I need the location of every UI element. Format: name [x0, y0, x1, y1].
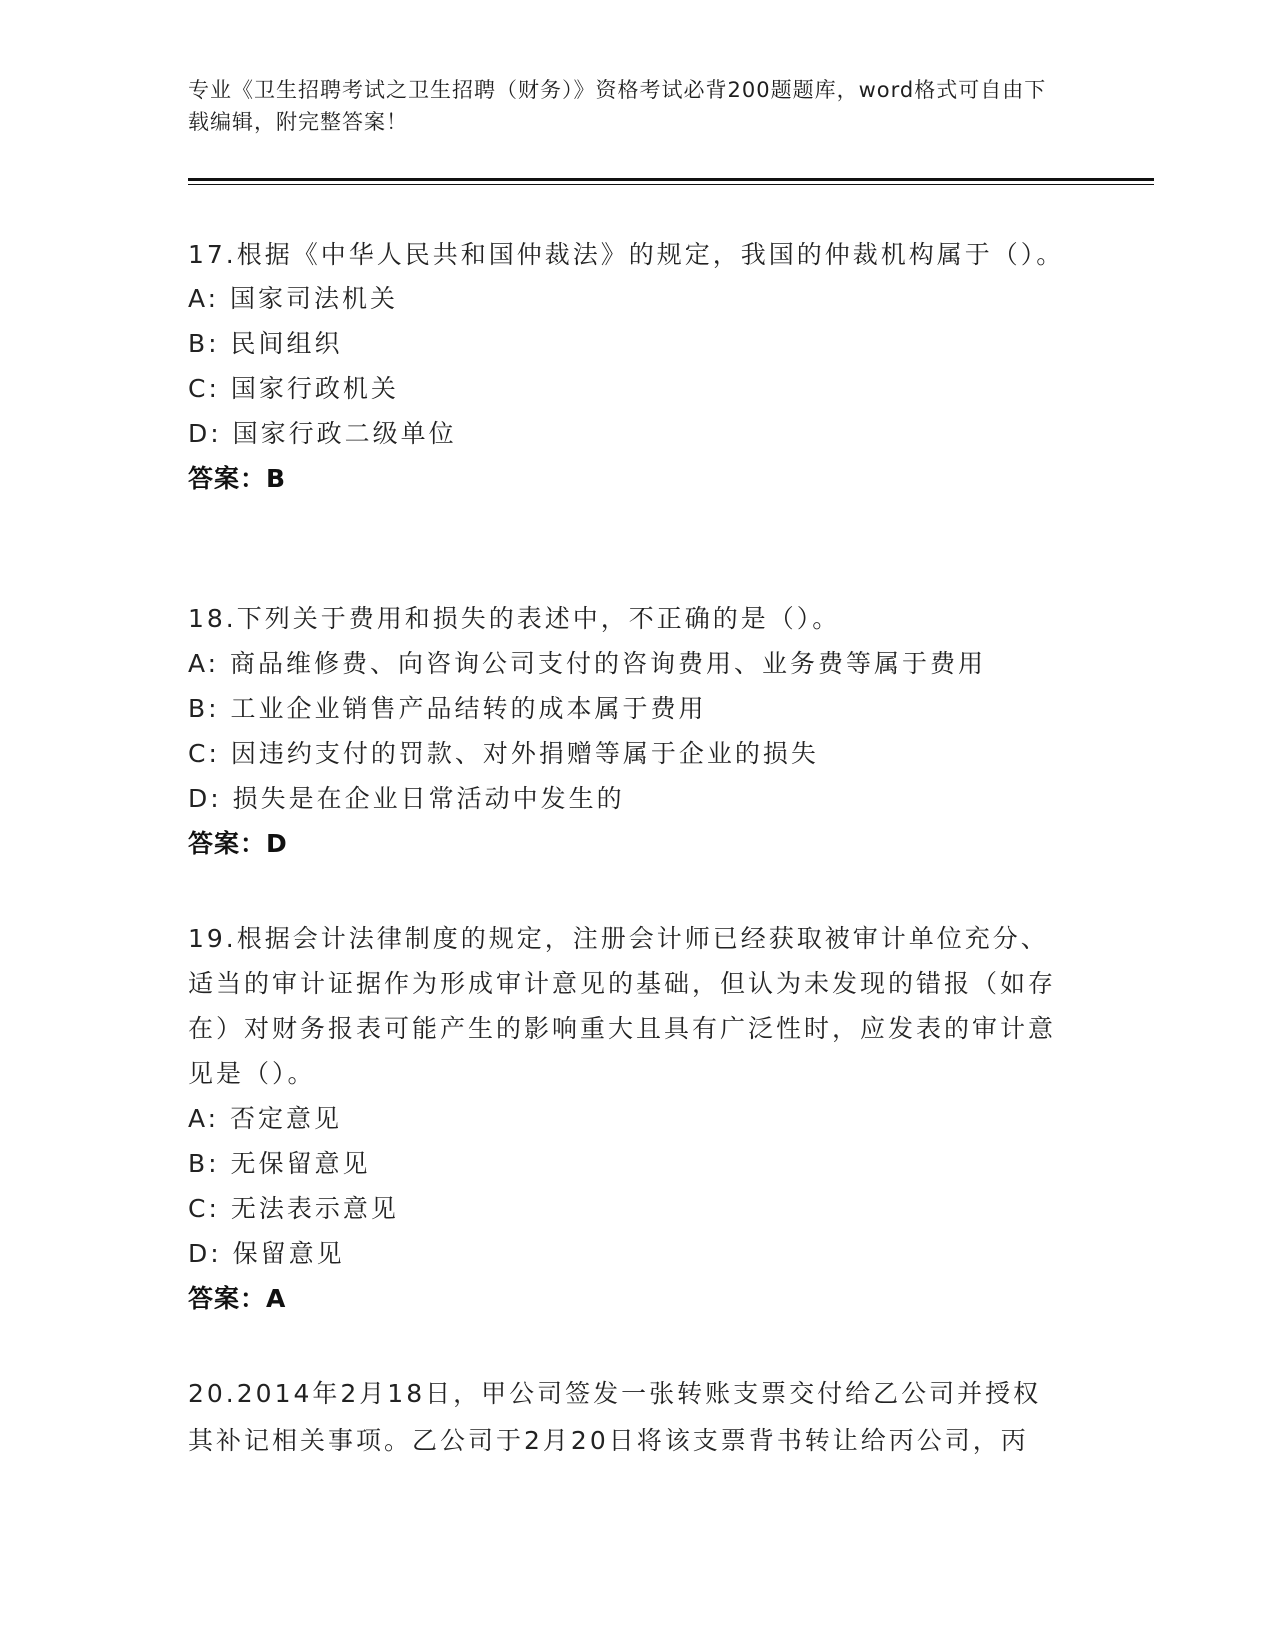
option-b: B: 无保留意见	[188, 1149, 371, 1178]
question-17	[188, 234, 1068, 501]
option-d: D: 保留意见	[188, 1239, 345, 1268]
option-d: D: 损失是在企业日常活动中发生的	[188, 784, 625, 813]
question-stem: 19.根据会计法律制度的规定，注册会计师已经获取被审计单位充分、适当的审计证据作为形成审计意见的基础，但认为未发现的错报（如存在）对财务报表可能产生的影响重大且具有广泛性时，应发表的审计意见是（）。	[188, 924, 1057, 1088]
option-c: C: 国家行政机关	[188, 374, 399, 403]
header-text: 专业《卫生招聘考试之卫生招聘（财务）》资格考试必背200题题库，word格式可自由下载编辑，附完整答案！	[188, 78, 1047, 134]
header-divider-thin	[188, 184, 1154, 185]
question-stem: 20.2014年2月18日，甲公司签发一张转账支票交付给乙公司并授权其补记相关事项。乙公司于2月20日将该支票背书转让给丙公司，丙	[188, 1379, 1042, 1455]
answer: 答案：D	[188, 829, 288, 858]
question-19	[188, 916, 1068, 1321]
option-a: A: 商品维修费、向咨询公司支付的咨询费用、业务费等属于费用	[188, 649, 987, 678]
option-a: A: 国家司法机关	[188, 284, 399, 313]
answer: 答案：A	[188, 1284, 287, 1313]
header-divider-thick	[188, 178, 1154, 181]
question-18	[188, 596, 1068, 866]
option-a: A: 否定意见	[188, 1104, 343, 1133]
option-b: B: 工业企业销售产品结转的成本属于费用	[188, 694, 707, 723]
option-b: B: 民间组织	[188, 329, 343, 358]
option-d: D: 国家行政二级单位	[188, 419, 457, 448]
option-c: C: 因违约支付的罚款、对外捐赠等属于企业的损失	[188, 739, 819, 768]
document-header	[188, 74, 1068, 138]
question-stem: 18.下列关于费用和损失的表述中，不正确的是（）。	[188, 604, 841, 633]
option-c: C: 无法表示意见	[188, 1194, 399, 1223]
question-stem: 17.根据《中华人民共和国仲裁法》的规定，我国的仲裁机构属于（）。	[188, 240, 1065, 269]
answer: 答案：B	[188, 464, 287, 493]
question-20	[188, 1370, 1068, 1464]
